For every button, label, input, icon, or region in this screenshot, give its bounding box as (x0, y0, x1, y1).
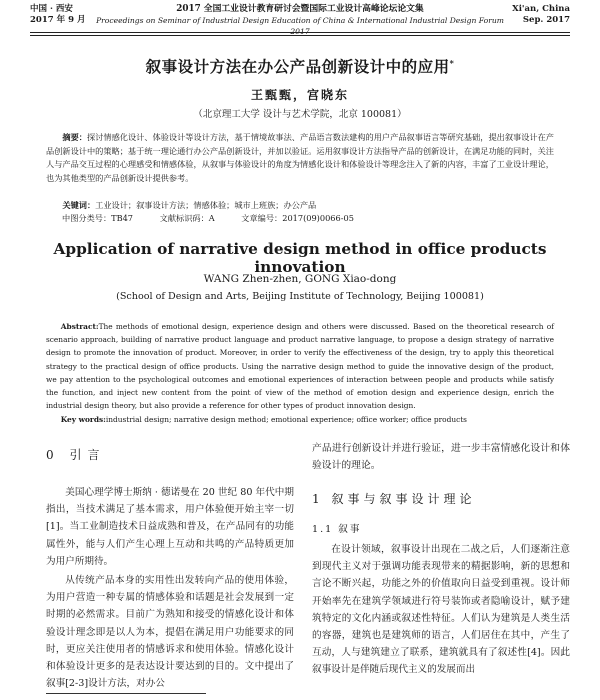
abstract-en-text: The methods of emotional design, experience design and others were discussed. Based on the theoretical research of scenario approach, building of narrative product language and product narrative language, to propose a design strategy of narrative design to promote the innovation of product. Moreover, in order to verify the effectiveness of the design, try to apply this theoretical strategy to the practical design of office products. Using the narrative design method to guide the innovative design of the product, we pay attention to the psychological outcomes and emotional experiences of interaction between people and products while satisfy the function, and inject new content from the point of view of the method of emotion design and experience design, enrich the industrial design theory, but also provide a reference for other types of product innovation design. (46, 322, 554, 411)
authors-en: WANG Zhen-zhen, GONG Xiao-dong (203, 273, 397, 285)
right-paragraph-1: 在设计领域，叙事设计出现在二战之后，人们逐渐注意到现代主义对于强调功能表现带来的精据影响，新的思想和言论不断兴起，功能之外的价值取向日益受到重视。设计师开始率先在建筑学领域进行符号装饰或者隐喻设计，赋予建筑特定的文化内涵或叙述性特征。人们认为建筑是人类生活的容器，建筑也是建筑师的语言，人们居住在其中，产生了互动，人与建筑建立了联系，建筑就具有了叙述性[4]。因此叙事设计是伴随后现代主义的发展而出 (312, 544, 570, 676)
header-proceedings-cn: 2017 全国工业设计教育研讨会暨国际工业设计高峰论坛论文集 (176, 4, 424, 14)
keywords-cn-label: 关键词： (62, 200, 96, 210)
header-date-en: Sep. 2017 (522, 15, 570, 25)
classification-meta (46, 212, 554, 224)
header-left (30, 4, 90, 26)
abstract-en (46, 320, 554, 412)
keywords-en-text: industrial design; narrative design method; emotional experience; office worker; office products (105, 415, 467, 424)
affiliation-en: (School of Design and Arts, Beijing Institute of Technology, Beijing 100081) (116, 291, 484, 302)
keywords-cn (46, 199, 554, 211)
left-paragraph-1: 美国心理学博士斯纳 · 德诺曼在 20 世纪 80 年代中期指出，当技术满足了基本需求，用户体验便开始主宰一切[1]。当工业制造技术日益成熟和普及，在产品同有的功能属性外，能与人们产生心理上互动和共鸣的产品特质更加为用户所期待。 (46, 487, 294, 567)
header-date-cn: 2017 年 9 月 (30, 15, 86, 25)
article-number: 文章编号：2017(09)0066-05 (241, 213, 354, 223)
paper-title-cn-text: 叙事设计方法在办公产品创新设计中的应用 (145, 57, 450, 76)
keywords-cn-text: 工业设计；叙事设计方法；情感体验；城市上班族；办公产品 (95, 200, 317, 210)
paper-title-cn (30, 55, 570, 77)
header-location-en: Xi'an, China (512, 4, 570, 14)
title-footnote-mark: * (449, 57, 455, 68)
header-rule-top (30, 32, 570, 33)
right-column-intro: 产品进行创新设计并进行验证，进一步丰富情感化设计和体验设计的理论。 (312, 443, 570, 471)
abstract-cn-label: 摘要： (62, 132, 87, 142)
header-right (510, 4, 570, 26)
affiliation-cn: （北京理工大学 设计与艺术学院，北京 100081） (193, 109, 407, 120)
paper-title-en: Application of narrative design method in office products innovation (53, 240, 547, 276)
left-column-body (46, 484, 294, 692)
running-header (30, 4, 570, 34)
abstract-cn (46, 131, 554, 185)
abstract-en-label: Abstract: (60, 322, 99, 331)
subsection-1-1-heading: 1.1 叙事 (312, 524, 362, 535)
keywords-en (46, 414, 554, 426)
header-location: 中国 · 西安 (30, 4, 73, 14)
document-code: 文献标识码：A (159, 213, 215, 223)
footnote-rule (46, 693, 206, 694)
abstract-cn-text: 探讨情感化设计、体验设计等设计方法，基于情境故事法、产品语言数法建构的用户产品叙事语言等研究基础，提出叙事设计在产品创新设计中的策略；基于统一理论通行办公产品创新设计，并加以验证。运用叙事设计方法指导产品的创新设计，在满足功能的同时，关注人与产品交互过程的心理感受和情感体验，从叙事与体验设计的角度为情感化设计和体验设计等理念注入了新的内容，丰富了工业设计理论，也为其他类型的产品创新设计提供参考。 (46, 132, 554, 183)
header-rule-bottom (30, 35, 570, 36)
section-1-heading: 1 叙事与叙事设计理论 (312, 492, 476, 506)
header-proceedings-en: Proceedings on Seminar of Industrial Design Education of China & International Industrial Design Forum 2017 (96, 16, 504, 36)
left-paragraph-2: 从传统产品本身的实用性出发转向产品的使用体验，为用户营造一种专属的情感体验和话题是社会发展到一定时期的必然需求。目前广为熟知和接受的情感化设计和体验设计理念即是以人为本，提倡在满足用户功能要求的同时，更应关注使用者的情感诉求和使用体验。情感化设计和体验设计更多的是表达设计要达到的目的。文中提出了叙事[2-3]设计方法，对办公 (46, 575, 294, 690)
authors-cn: 王甄甄，宫晓东 (250, 88, 349, 102)
right-column-body (312, 541, 570, 679)
clc-number: 中图分类号：TB47 (62, 213, 134, 223)
section-0-heading: 0 引言 (46, 448, 106, 462)
keywords-en-label: Key words: (60, 415, 106, 424)
